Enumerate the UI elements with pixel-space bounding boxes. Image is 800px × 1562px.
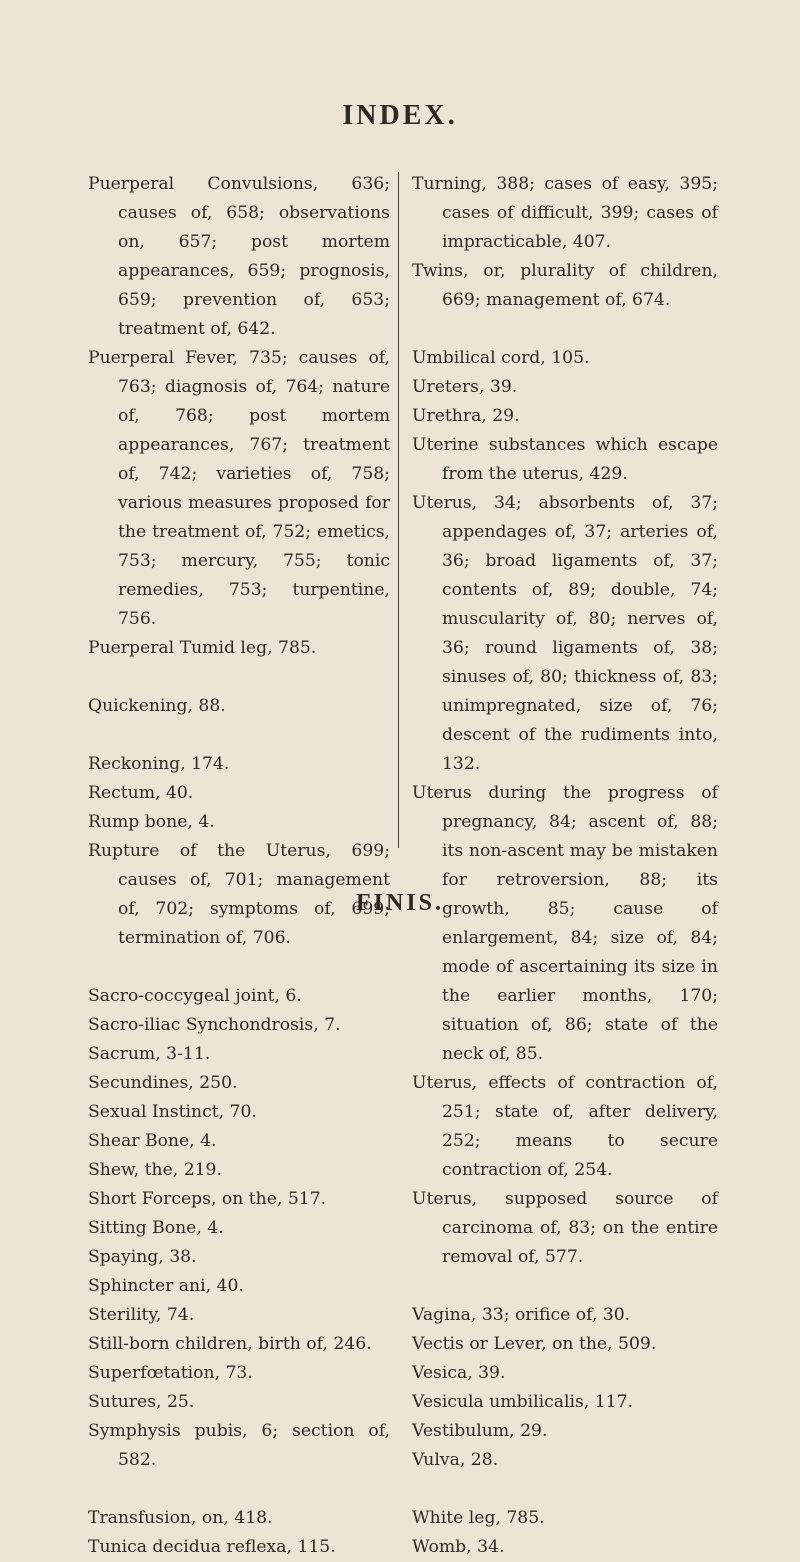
index-entry: White leg, 785.	[412, 1508, 545, 1528]
section-gap	[412, 315, 718, 344]
section-gap	[412, 1272, 718, 1301]
index-entry: Puerperal Convulsions, 636; causes of, 658; observations on, 657; post mortem appearances, 659; prognosis, 659; prevention of, 653; treatment of, 642.	[88, 174, 390, 339]
index-entry: Still-born children, birth of, 246.	[88, 1334, 372, 1354]
index-entry: Puerperal Tumid leg, 785.	[88, 638, 317, 658]
column-divider	[398, 172, 399, 848]
index-entry: Shew, the, 219.	[88, 1160, 222, 1180]
index-entry: Secundines, 250.	[88, 1073, 238, 1093]
index-entry: Shear Bone, 4.	[88, 1131, 217, 1151]
index-entry: Uterus, supposed source of carcinoma of, 83; on the entire removal of, 577.	[412, 1189, 718, 1267]
index-entry: Uterus, 34; absorbents of, 37; appendages of, 37; arteries of, 36; broad ligaments of, 37; contents of, 89; double, 74; muscularity of, 80; nerves of, 36; round ligaments of, 38; sinuses of, 80; thickness of, 83; unimpregnated, size of, 76; descent of the rudiments into, 132.	[412, 493, 718, 774]
section-gap	[412, 1475, 718, 1504]
index-entry: Vestibulum, 29.	[412, 1421, 548, 1441]
index-entry: Quickening, 88.	[88, 696, 226, 716]
index-entry: Uterus during the progress of pregnancy, 84; ascent of, 88; its non-ascent may be mistaken for retroversion, 88; its growth, 85; cause of enlargement, 84; size of, 84; mode of ascertaining its size in the earlier months, 170; situation of, 86; state of the neck of, 85.	[412, 783, 718, 1064]
section-gap	[88, 721, 390, 750]
index-entry: Vectis or Lever, on the, 509.	[412, 1334, 657, 1354]
index-entry: Puerperal Fever, 735; causes of, 763; diagnosis of, 764; nature of, 768; post mortem appearances, 767; treatment of, 742; varieties of, 758; various measures proposed for the treatment of, 752; emetics, 753; mercury, 755; tonic remedies, 753; turpentine, 756.	[88, 348, 390, 629]
index-entry: Sacro-iliac Synchondrosis, 7.	[88, 1015, 341, 1035]
index-entry: Transfusion, on, 418.	[88, 1508, 273, 1528]
index-entry: Vesicula umbilicalis, 117.	[412, 1392, 633, 1412]
section-gap	[88, 663, 390, 692]
index-entry: Vulva, 28.	[412, 1450, 499, 1470]
index-entry: Sitting Bone, 4.	[88, 1218, 224, 1238]
finis-footer: FINIS.	[355, 890, 445, 916]
index-entry: Tunica decidua reflexa, 115.	[88, 1537, 336, 1557]
index-entry: Reckoning, 174.	[88, 754, 230, 774]
index-entry: Rump bone, 4.	[88, 812, 215, 832]
index-entry: Urethra, 29.	[412, 406, 520, 426]
index-entry: Sphincter ani, 40.	[88, 1276, 244, 1296]
left-column	[88, 170, 390, 1562]
index-entry: Vagina, 33; orifice of, 30.	[412, 1305, 631, 1325]
index-entry: Sacrum, 3-11.	[88, 1044, 211, 1064]
index-entry: Vesica, 39.	[412, 1363, 506, 1383]
index-entry: Rectum, 40.	[88, 783, 194, 803]
page-title: INDEX.	[342, 100, 458, 131]
index-entry: Turning, 388; cases of easy, 395; cases of difficult, 399; cases of impracticable, 407.	[412, 174, 718, 252]
index-entry: Womb, 34.	[412, 1537, 505, 1557]
index-entry: Short Forceps, on the, 517.	[88, 1189, 327, 1209]
right-column	[412, 170, 718, 1562]
index-entry: Sterility, 74.	[88, 1305, 195, 1325]
index-entry: Sexual Instinct, 70.	[88, 1102, 257, 1122]
index-entry: Symphysis pubis, 6; section of, 582.	[88, 1421, 390, 1470]
index-entry: Ureters, 39.	[412, 377, 518, 397]
index-entry: Sacro-coccygeal joint, 6.	[88, 986, 302, 1006]
index-entry: Sutures, 25.	[88, 1392, 195, 1412]
section-gap	[88, 953, 390, 982]
index-entry: Uterine substances which escape from the uterus, 429.	[412, 435, 718, 484]
index-entry: Spaying, 38.	[88, 1247, 197, 1267]
index-entry: Umbilical cord, 105.	[412, 348, 590, 368]
section-gap	[88, 1475, 390, 1504]
index-entry: Uterus, effects of contraction of, 251; state of, after delivery, 252; means to secure contraction of, 254.	[412, 1073, 718, 1180]
index-entry: Superfœtation, 73.	[88, 1363, 253, 1383]
index-entry: Twins, or, plurality of children, 669; management of, 674.	[412, 261, 718, 310]
index-entry: Rupture of the Uterus, 699; causes of, 701; management of, 702; symptoms of, 699; termination of, 706.	[88, 841, 390, 948]
